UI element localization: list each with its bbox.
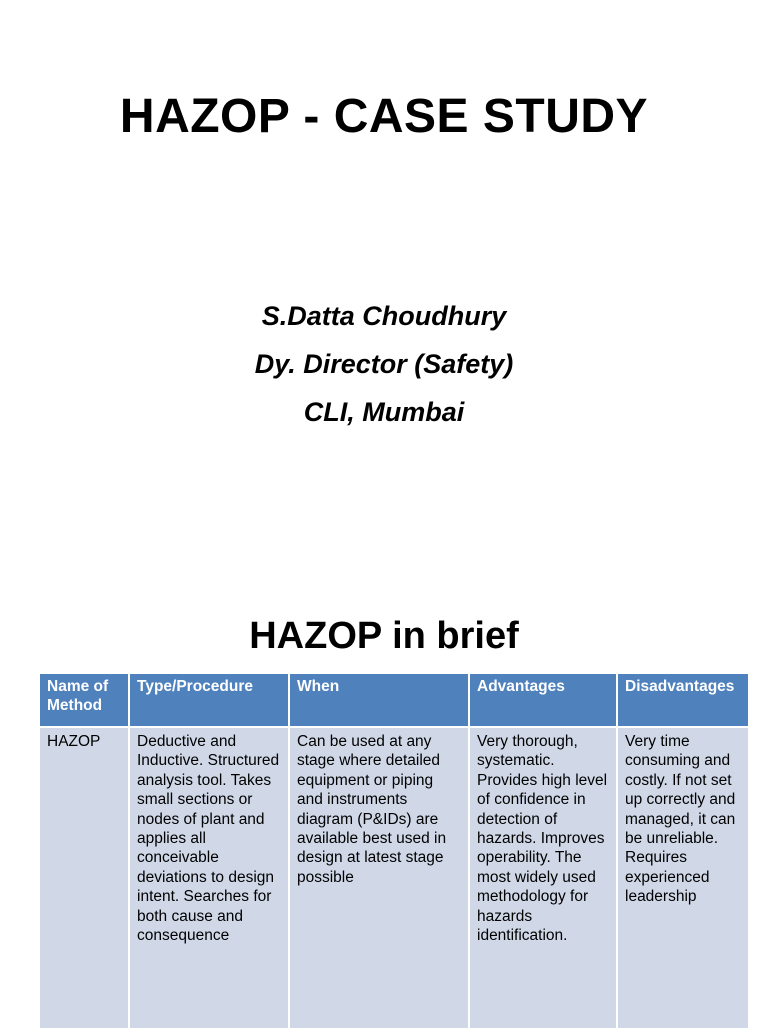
author-name: S.Datta Choudhury	[261, 301, 507, 331]
header-disadvantages: Disadvantages	[618, 674, 748, 726]
cell-type: Deductive and Inductive. Structured analysis tool. Takes small sections or nodes of plant and applies all conceivable deviations to design intent. Searches for both cause and consequence	[130, 728, 288, 1028]
section-title: HAZOP in brief	[249, 615, 519, 657]
slide-title: HAZOP - CASE STUDY	[119, 90, 649, 143]
cell-advantages: Very thorough, systematic. Provides high level of confidence in detection of hazards. Improves operability. The most widely used methodology for hazards identification.	[470, 728, 616, 1028]
table-header-row	[40, 674, 748, 726]
author-designation: Dy. Director (Safety)	[254, 349, 514, 379]
header-when: When	[290, 674, 468, 726]
author-block	[0, 292, 768, 436]
header-advantages: Advantages	[470, 674, 616, 726]
header-method: Name of Method	[40, 674, 128, 726]
cell-when: Can be used at any stage where detailed equipment or piping and instruments diagram (P&IDs) are available best used in design at latest stage possible	[290, 728, 468, 1028]
cell-disadvantages: Very time consuming and costly. If not set up correctly and managed, it can be unreliable. Requires experienced leadership	[618, 728, 748, 1028]
author-organization: CLI, Mumbai	[303, 397, 465, 427]
cell-method: HAZOP	[40, 728, 128, 1028]
header-type: Type/Procedure	[130, 674, 288, 726]
table-row	[40, 728, 748, 1028]
hazop-table	[38, 672, 750, 1030]
